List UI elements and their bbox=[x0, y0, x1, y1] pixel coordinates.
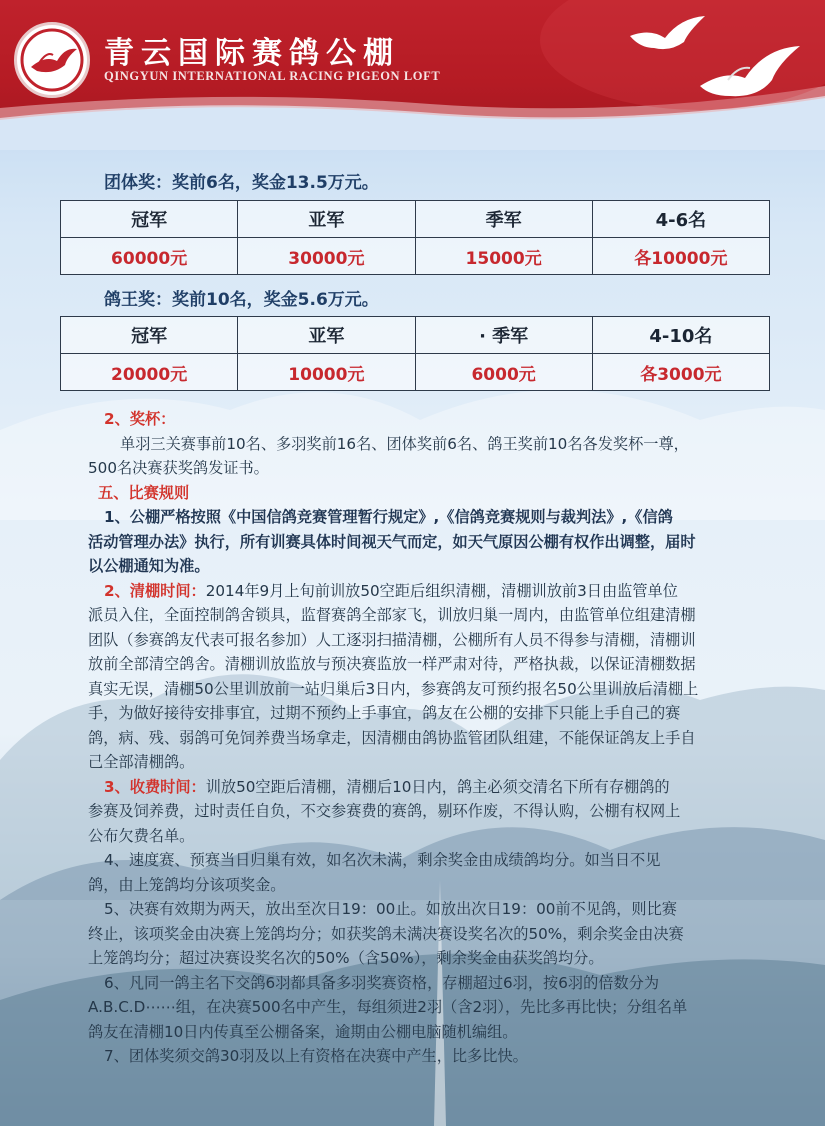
rule-6-line: 6、凡同一鸽主名下交鸽6羽都具备多羽奖赛资格，存棚超过6羽，按6羽的倍数分为 bbox=[104, 973, 660, 992]
rule-6-line: 鸽友在清棚10日内传真至公棚备案，逾期由公棚电脑随机编组。 bbox=[88, 1022, 518, 1041]
rule-5-line: 上笼鸽均分；超过决赛设奖名次的50%（含50%），剩余奖金由获奖鸽均分。 bbox=[88, 949, 604, 967]
trophy-title: 2、奖杯： bbox=[104, 410, 176, 428]
rule-1-line: 1、公棚严格按照《中国信鸽竞赛管理暂行规定》,《信鸽竞赛规则与裁判法》,《信鸽 bbox=[104, 508, 673, 526]
prize-cell: 15000元 bbox=[415, 238, 592, 275]
org-name-chinese: 青云国际赛鸽公棚 bbox=[104, 36, 400, 71]
table-header-cell: · 季军 bbox=[415, 317, 592, 354]
rule-6-line: A.B.C.D⋯⋯组，在决赛500名中产生，每组须进2羽（含2羽），先比多再比快；分组名单 bbox=[88, 998, 688, 1016]
rule-2-first-line bbox=[88, 579, 788, 604]
rule-2-line: 鸽，病、残、弱鸽可免饲养费当场拿走，因清棚由鸽协监管团队组建，不能保证鸽友上手自 bbox=[88, 728, 696, 747]
rule-3-label: 3、收费时间： bbox=[104, 777, 206, 796]
rules-title: 五、比赛规则 bbox=[98, 483, 190, 502]
table-header-cell: 亚军 bbox=[238, 317, 415, 354]
rule-3-line: 公布欠费名单。 bbox=[88, 826, 195, 845]
team-award-heading: 团体奖：奖前6名，奖金13.5万元。 bbox=[104, 173, 379, 193]
prize-cell: 6000元 bbox=[415, 354, 592, 391]
rule-4-line: 4、速度赛、预赛当日归巢有效，如名次未满，剩余奖金由成绩鸽均分。如当日不见 bbox=[104, 851, 661, 869]
rule-4-line: 鸽，由上笼鸽均分该项奖金。 bbox=[88, 875, 286, 894]
rule-2-line: 己全部清棚鸽。 bbox=[88, 753, 195, 771]
prize-cell: 20000元 bbox=[61, 354, 238, 391]
prize-cell: 各10000元 bbox=[592, 238, 769, 275]
rule-3-first-line bbox=[88, 775, 788, 800]
table-header-cell: 季军 bbox=[415, 201, 592, 238]
table-row bbox=[61, 354, 770, 391]
rule-2-line: 团队（参赛鸽友代表可报名参加）人工逐羽扫描清棚，公棚所有人员不得参与清棚，清棚训 bbox=[88, 630, 696, 649]
trophy-line: 单羽三关赛事前10名、多羽奖前16名、团体奖前6名、鸽王奖前10名各发奖杯一尊， bbox=[120, 434, 689, 453]
rule-2-line: 2014年9月上旬前训放50空距后组织清棚，清棚训放前3日由监管单位 bbox=[205, 581, 678, 600]
table-header-cell: 4-10名 bbox=[592, 317, 769, 354]
king-award-heading: 鸽王奖：奖前10名，奖金5.6万元。 bbox=[104, 290, 379, 310]
rules-text bbox=[88, 407, 788, 1069]
prize-cell: 60000元 bbox=[61, 238, 238, 275]
rule-2-line: 真实无误，清棚50公里训放前一站归巢后3日内，参赛鸽友可预约报名50公里训放后清棚上 bbox=[88, 679, 699, 698]
rule-7-line: 7、团体奖须交鸽30羽及以上有资格在决赛中产生，比多比快。 bbox=[104, 1047, 528, 1065]
table-header-row bbox=[61, 317, 770, 354]
rule-2-line: 派员入住，全面控制鸽舍锁具，监督赛鸽全部家飞，训放归巢一周内，由监管单位组建清棚 bbox=[88, 606, 696, 624]
rule-5-line: 5、决赛有效期为两天，放出至次日19：00止。如放出次日19：00前不见鸽，则比赛 bbox=[104, 900, 677, 918]
prize-cell: 30000元 bbox=[238, 238, 415, 275]
prize-cell: 10000元 bbox=[238, 354, 415, 391]
rule-1-line: 活动管理办法》执行，所有训赛具体时间视天气而定，如天气原因公棚有权作出调整，届时 bbox=[88, 532, 696, 551]
table-row bbox=[61, 238, 770, 275]
org-name-english: QINGYUN INTERNATIONAL RACING PIGEON LOFT bbox=[104, 69, 441, 83]
table-header-cell: 冠军 bbox=[61, 317, 238, 354]
rule-3-line: 参赛及饲养费，过时责任自负，不交参赛费的赛鸽，剔环作废，不得认购，公棚有权网上 bbox=[88, 802, 681, 820]
trophy-line: 500名决赛获奖鸽发证书。 bbox=[88, 459, 269, 477]
table-header-cell: 冠军 bbox=[61, 201, 238, 238]
table-header-row bbox=[61, 201, 770, 238]
rule-1-line: 以公棚通知为准。 bbox=[88, 557, 210, 575]
prize-cell: 各3000元 bbox=[592, 354, 769, 391]
table-header-cell: 4-6名 bbox=[592, 201, 769, 238]
rule-2-line: 放前全部清空鸽舍。清棚训放监放与预决赛监放一样严肃对待，严格执裁，以保证清棚数据 bbox=[88, 655, 696, 673]
king-award-table bbox=[60, 316, 770, 391]
rule-2-label: 2、清棚时间： bbox=[104, 581, 206, 600]
rule-2-line: 手，为做好接待安排事宜，过期不预约上手事宜，鸽友在公棚的安排下只能上手自己的赛 bbox=[88, 704, 681, 722]
rule-3-line: 训放50空距后清棚，清棚后10日内，鸽主必须交清名下所有存棚鸽的 bbox=[205, 777, 670, 796]
team-award-table bbox=[60, 200, 770, 275]
rule-5-line: 终止，该项奖金由决赛上笼鸽均分；如获奖鸽未满决赛设奖名次的50%，剩余奖金由决赛 bbox=[88, 924, 684, 943]
table-header-cell: 亚军 bbox=[238, 201, 415, 238]
